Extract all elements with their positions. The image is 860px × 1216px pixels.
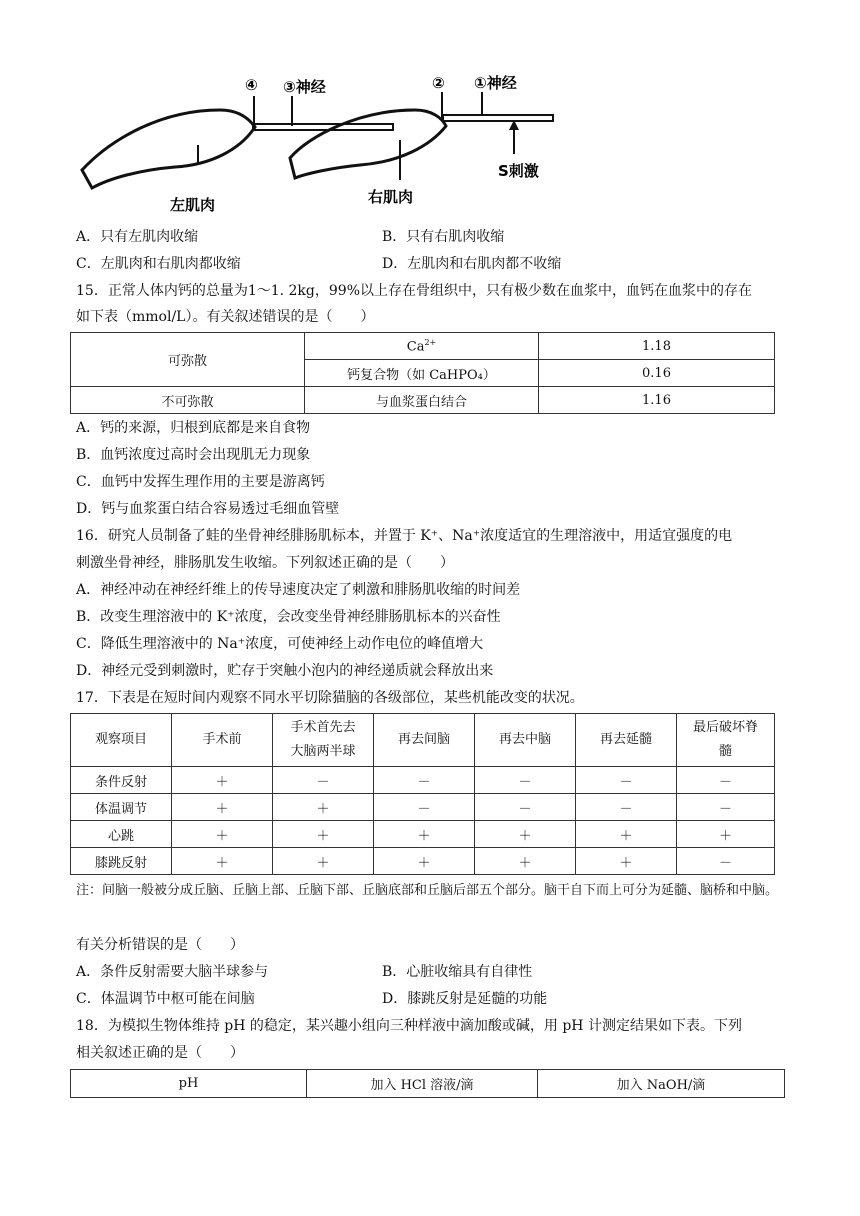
table-cell: － <box>576 767 677 794</box>
cell-non-diffusible: 不可弥散 <box>71 387 305 414</box>
q15-calcium-table <box>70 332 775 414</box>
header-cell: 加入 HCl 溶液/滴 <box>307 1070 538 1098</box>
table-cell: － <box>273 767 374 794</box>
nerve-1 <box>443 115 553 121</box>
table-cell: － <box>677 794 775 821</box>
q16-option-a: A．神经冲动在神经纤维上的传导速度决定了刺激和腓肠肌收缩的时间差 <box>76 582 521 598</box>
table-cell: ＋ <box>172 848 273 875</box>
cell-ca-ion: $Ca^{2+}$ <box>305 333 539 360</box>
table-cell: ＋ <box>475 848 576 875</box>
q15-option-d: D．钙与血浆蛋白结合容易透过毛细血管壁 <box>76 501 340 517</box>
q16-stem-line1: 16．研究人员制备了蛙的坐骨神经腓肠肌标本，并置于 K⁺、Na⁺浓度适宜的生理溶液中，用适宜强度的电 <box>76 528 733 544</box>
q18-ph-table <box>70 1069 785 1098</box>
q15-option-c: C．血钙中发挥生理作用的主要是游离钙 <box>76 474 325 490</box>
q15-option-b: B．血钙浓度过高时会出现肌无力现象 <box>76 447 311 463</box>
header-cell: 再去间脑 <box>374 714 475 767</box>
q18-stem-line1: 18．为模拟生物体维持 pH 的稳定，某兴趣小组向三种样液中滴加酸或碱，用 pH 计测定结果如下表。下列 <box>76 1018 742 1034</box>
q18-stem-line2: 相关叙述正确的是（ ） <box>76 1045 244 1061</box>
q16-option-d: D．神经元受到刺激时，贮存于突触小泡内的神经递质就会释放出来 <box>76 663 494 679</box>
q14-option-c: C．左肌肉和右肌肉都收缩 <box>76 256 241 272</box>
cell-ca-complex: 钙复合物（如 CaHPO₄） <box>305 360 539 387</box>
q14-option-a: A．只有左肌肉收缩 <box>76 229 199 245</box>
stim-label: S刺激 <box>498 162 539 180</box>
header-cell: 最后破坏脊 髓 <box>677 714 775 767</box>
q15-stem-line1: 15．正常人体内钙的总量为1～1. 2kg，99%以上存在骨组织中，只有极少数在血浆中，血钙在血浆中的存在 <box>76 283 752 299</box>
table-cell: ＋ <box>172 821 273 848</box>
cell-protein-bound: 与血浆蛋白结合 <box>305 387 539 414</box>
table-cell: － <box>677 767 775 794</box>
row-label: 膝跳反射 <box>71 848 172 875</box>
row-label: 体温调节 <box>71 794 172 821</box>
header-cell: 加入 NaOH/滴 <box>538 1070 785 1098</box>
q16-option-c: C．降低生理溶液中的 Na⁺浓度，可使神经上动作电位的峰值增大 <box>76 636 484 652</box>
table-cell: ＋ <box>374 848 475 875</box>
q17-option-a: A．条件反射需要大脑半球参与 <box>76 964 269 980</box>
table-cell: ＋ <box>677 821 775 848</box>
q17-option-d: D．膝跳反射是延髓的功能 <box>382 991 548 1007</box>
table-cell: ＋ <box>475 821 576 848</box>
table-cell: － <box>374 794 475 821</box>
q14-option-d: D．左肌肉和右肌肉都不收缩 <box>382 256 562 272</box>
nerve-3 <box>253 124 393 130</box>
table-row <box>71 848 775 875</box>
table-cell: ＋ <box>273 794 374 821</box>
header-cell: 手术前 <box>172 714 273 767</box>
header-cell: 再去中脑 <box>475 714 576 767</box>
table-cell: ＋ <box>172 794 273 821</box>
q16-stem-line2: 刺激坐骨神经，腓肠肌发生收缩。下列叙述正确的是（ ） <box>76 555 454 571</box>
q17-header-row <box>71 714 775 767</box>
table-cell: ＋ <box>374 821 475 848</box>
cell-protein-value: 1.16 <box>539 387 775 414</box>
left-muscle-label: 左肌肉 <box>170 196 216 214</box>
header-cell: 观察项目 <box>71 714 172 767</box>
row-label: 心跳 <box>71 821 172 848</box>
table-cell: ＋ <box>576 821 677 848</box>
table-cell: ＋ <box>273 848 374 875</box>
table-cell: － <box>475 794 576 821</box>
table-row <box>71 794 775 821</box>
cell-complex-value: 0.16 <box>539 360 775 387</box>
label-3: ③神经 <box>283 78 326 96</box>
table-cell: ＋ <box>172 767 273 794</box>
header-cell: pH <box>71 1070 307 1098</box>
label-2: ② <box>432 74 445 92</box>
header-cell: 手术首先去 大脑两半球 <box>273 714 374 767</box>
q17-ask: 有关分析错误的是（ ） <box>76 937 244 953</box>
q15-stem-line2: 如下表（mmol/L）。有关叙述错误的是（ ） <box>76 309 375 325</box>
label-1: ①神经 <box>474 74 517 92</box>
label-4: ④ <box>245 76 258 94</box>
cell-diffusible: 可弥散 <box>71 333 305 387</box>
table-cell: － <box>677 848 775 875</box>
table-cell: － <box>374 767 475 794</box>
table-cell: － <box>475 767 576 794</box>
right-muscle-label: 右肌肉 <box>368 188 414 206</box>
right-muscle-shape <box>290 110 446 178</box>
q16-option-b: B．改变生理溶液中的 K⁺浓度，会改变坐骨神经腓肠肌标本的兴奋性 <box>76 609 501 625</box>
left-muscle-shape <box>82 110 255 188</box>
table-cell: ＋ <box>576 848 677 875</box>
q18-header-row <box>71 1070 785 1098</box>
nerve-muscle-figure <box>70 70 570 220</box>
q17-brain-table <box>70 713 775 875</box>
cell-ca-value: 1.18 <box>539 333 775 360</box>
header-cell: 再去延髓 <box>576 714 677 767</box>
table-row <box>71 767 775 794</box>
q14-option-b: B．只有右肌肉收缩 <box>382 229 505 245</box>
row-label: 条件反射 <box>71 767 172 794</box>
q17-option-b: B．心脏收缩具有自律性 <box>382 964 533 980</box>
q15-option-a: A．钙的来源，归根到底都是来自食物 <box>76 420 311 436</box>
q17-note: 注：间脑一般被分成丘脑、丘脑上部、丘脑下部、丘脑底部和丘脑后部五个部分。脑干自下而上可分为延髓、脑桥和中脑。 <box>76 883 779 898</box>
table-cell: － <box>576 794 677 821</box>
q17-stem: 17．下表是在短时间内观察不同水平切除猫脑的各级部位，某些机能改变的状况。 <box>76 690 584 706</box>
table-cell: ＋ <box>273 821 374 848</box>
q17-option-c: C．体温调节中枢可能在间脑 <box>76 991 255 1007</box>
table-row <box>71 821 775 848</box>
